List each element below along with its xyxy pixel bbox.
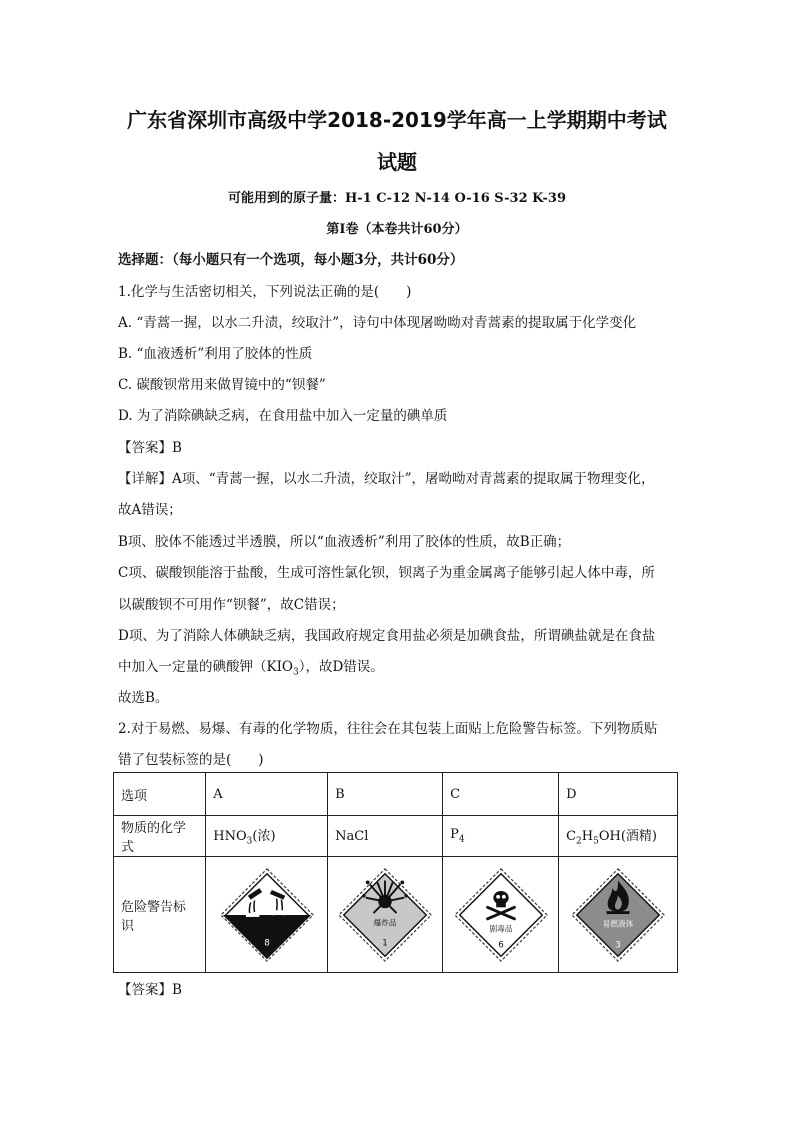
atomic-masses: 可能用到的原子量：H-1 C-12 N-14 O-16 S-32 K-39 xyxy=(227,191,567,206)
sign-cell-a xyxy=(206,857,328,973)
page-title: 广东省深圳市高级中学2018-2019学年高一上学期期中考试 xyxy=(127,108,667,132)
sign-number-a: 8 xyxy=(263,938,270,949)
question-2-answer: 【答案】B xyxy=(118,982,182,998)
corrosive-sign-icon xyxy=(219,867,315,963)
formula-a: $HNO_3$(浓) xyxy=(206,816,328,857)
question-1-conclusion: 故选B。 xyxy=(118,690,169,706)
question-1-detail-line: 【详解】A项、“青蒿一握，以水二升渍，绞取汁”，屠呦呦对青蒿素的提取属于物理变化， xyxy=(118,471,655,487)
question-1-stem: 1.化学与生活密切相关，下列说法正确的是( ) xyxy=(118,284,412,300)
sign-cell-c xyxy=(443,857,559,973)
sign-number-d: 3 xyxy=(615,940,621,951)
sign-cell-d xyxy=(559,857,678,973)
sign-label-c: 剧毒品 xyxy=(489,923,513,933)
question-2-stem-continued: 错了包装标签的是( ) xyxy=(118,752,264,768)
sign-number-c: 6 xyxy=(497,940,504,951)
formula-d: $C_2H_5OH$(酒精) xyxy=(559,816,678,857)
sign-number-b: 1 xyxy=(382,938,388,949)
option-b-label: B xyxy=(328,773,443,816)
table-row xyxy=(114,857,678,973)
question-1-option-b: B. “血液透析”利用了胶体的性质 xyxy=(118,346,313,362)
flammable-liquid-sign-icon xyxy=(570,867,666,963)
question-1-detail-line: B项、胶体不能透过半透膜，所以“血液透析”利用了胶体的性质，故B正确； xyxy=(118,534,571,550)
table-row xyxy=(114,816,678,857)
formula-b: NaCl xyxy=(328,816,443,857)
question-1-detail-line: C项、碳酸钡能溶于盐酸，生成可溶性氯化钡，钡离子为重金属离子能够引起人体中毒，所 xyxy=(118,565,655,581)
sign-cell-b xyxy=(328,857,443,973)
explosive-sign-icon xyxy=(337,867,433,963)
part-heading: 第Ⅰ卷（本卷共计60分） xyxy=(326,222,468,237)
table-row xyxy=(114,773,678,816)
section-heading: 选择题：（每小题只有一个选项，每小题3分，共计60分） xyxy=(118,252,464,268)
question-2-stem: 2.对于易燃、易爆、有毒的化学物质，往往会在其包装上面贴上危险警告标签。下列物质贴 xyxy=(118,721,658,737)
question-1-detail-kio3-line: 中加入一定量的碘酸钾$(KIO_3)$，故D错误。 xyxy=(118,659,384,678)
formula-c: $P_4$ xyxy=(443,816,559,857)
question-1-detail-line: 故A错误； xyxy=(118,502,182,518)
row-header-formula: 物质的化学式 xyxy=(114,816,206,857)
sign-label-d: 易燃液体 xyxy=(602,919,634,929)
option-a-label: A xyxy=(206,773,328,816)
question-1-answer: 【答案】B xyxy=(118,440,182,456)
option-d-label: D xyxy=(559,773,678,816)
question-1-detail-line: D项、为了消除人体碘缺乏病，我国政府规定食用盐必须是加碘食盐，所谓碘盐就是在食盐 xyxy=(118,628,656,644)
page-title-continued: 试题 xyxy=(377,150,417,174)
question-1-detail-line: 以碳酸钡不可用作“钡餐”，故C错误； xyxy=(118,597,345,613)
hazard-label-table xyxy=(113,772,678,973)
row-header-sign: 危险警告标识 xyxy=(114,857,206,973)
option-c-label: C xyxy=(443,773,559,816)
question-1-option-d: D. 为了消除碘缺乏病，在食用盐中加入一定量的碘单质 xyxy=(118,408,448,424)
sign-label-b: 爆炸品 xyxy=(373,918,397,928)
row-header-option: 选项 xyxy=(114,773,206,816)
question-1-option-a: A. “青蒿一握，以水二升渍，绞取汁”，诗句中体现屠呦呦对青蒿素的提取属于化学变化 xyxy=(118,315,637,331)
question-1-option-c: C. 碳酸钡常用来做胃镜中的“钡餐” xyxy=(118,377,326,393)
toxic-sign-icon xyxy=(453,867,549,963)
